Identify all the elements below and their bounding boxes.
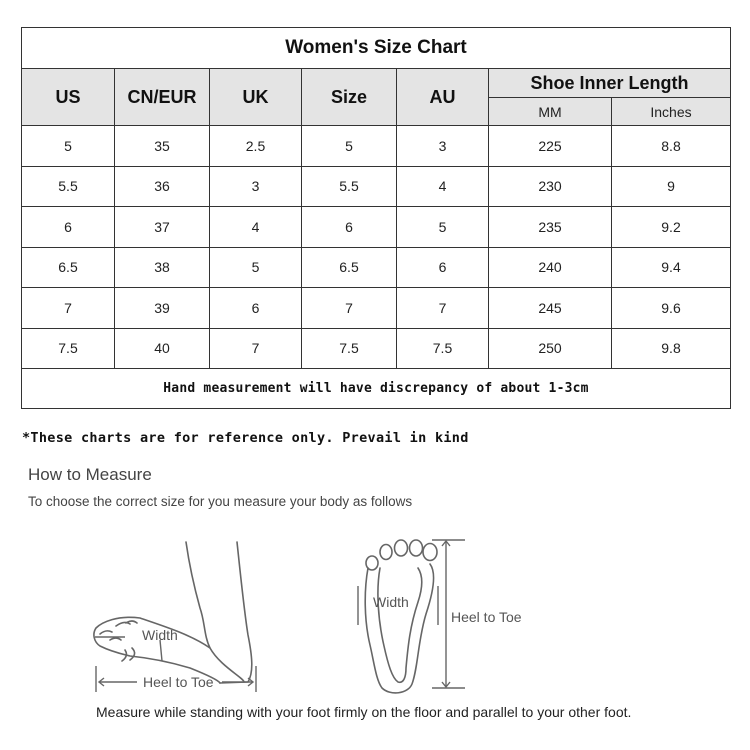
cell-uk: 4 (210, 207, 302, 248)
size-chart-table (21, 27, 731, 409)
header-shoe-inner-length: Shoe Inner Length (489, 69, 731, 98)
header-inches: Inches (612, 98, 731, 126)
cell-inches: 9.4 (612, 247, 731, 288)
header-uk: UK (210, 69, 302, 126)
cell-size: 5.5 (302, 166, 397, 207)
header-au: AU (397, 69, 489, 126)
cell-inches: 8.8 (612, 126, 731, 167)
cell-us: 5.5 (22, 166, 115, 207)
cell-uk: 7 (210, 328, 302, 369)
cell-size: 6.5 (302, 247, 397, 288)
cell-cn-eur: 39 (115, 288, 210, 329)
sole-foot-icon (365, 540, 437, 693)
cell-cn-eur: 36 (115, 166, 210, 207)
cell-size: 6 (302, 207, 397, 248)
table-row (22, 247, 731, 288)
cell-size: 7 (302, 288, 397, 329)
cell-uk: 5 (210, 247, 302, 288)
cell-cn-eur: 38 (115, 247, 210, 288)
foot-measure-illustration (0, 530, 750, 702)
cell-inches: 9.2 (612, 207, 731, 248)
side-length-label: Heel to Toe (143, 674, 214, 690)
cell-mm: 240 (489, 247, 612, 288)
cell-inches: 9.8 (612, 328, 731, 369)
measure-instruction: Measure while standing with your foot firmly on the floor and parallel to your other foot. (96, 704, 632, 720)
cell-uk: 3 (210, 166, 302, 207)
cell-uk: 2.5 (210, 126, 302, 167)
table-row (22, 207, 731, 248)
header-us: US (22, 69, 115, 126)
cell-size: 7.5 (302, 328, 397, 369)
cell-mm: 225 (489, 126, 612, 167)
cell-us: 5 (22, 126, 115, 167)
header-cn-eur: CN/EUR (115, 69, 210, 126)
measurement-note: Hand measurement will have discrepancy of about 1-3cm (22, 369, 731, 409)
reference-disclaimer: *These charts are for reference only. Prevail in kind (22, 430, 469, 446)
chart-title: Women's Size Chart (22, 28, 731, 69)
side-foot-icon (94, 542, 252, 683)
cell-au: 7.5 (397, 328, 489, 369)
cell-uk: 6 (210, 288, 302, 329)
cell-au: 5 (397, 207, 489, 248)
cell-cn-eur: 40 (115, 328, 210, 369)
cell-mm: 230 (489, 166, 612, 207)
cell-us: 6.5 (22, 247, 115, 288)
table-row (22, 288, 731, 329)
cell-au: 6 (397, 247, 489, 288)
cell-mm: 235 (489, 207, 612, 248)
cell-au: 7 (397, 288, 489, 329)
cell-cn-eur: 35 (115, 126, 210, 167)
sole-length-label: Heel to Toe (451, 609, 522, 625)
cell-inches: 9 (612, 166, 731, 207)
header-size: Size (302, 69, 397, 126)
header-mm: MM (489, 98, 612, 126)
cell-us: 7.5 (22, 328, 115, 369)
cell-inches: 9.6 (612, 288, 731, 329)
cell-mm: 250 (489, 328, 612, 369)
sole-width-label: Width (373, 594, 409, 610)
cell-us: 6 (22, 207, 115, 248)
table-row (22, 126, 731, 167)
how-to-measure-subtitle: To choose the correct size for you measure your body as follows (28, 494, 413, 509)
cell-cn-eur: 37 (115, 207, 210, 248)
side-width-label: Width (142, 627, 178, 643)
table-row (22, 328, 731, 369)
cell-au: 4 (397, 166, 489, 207)
cell-us: 7 (22, 288, 115, 329)
cell-size: 5 (302, 126, 397, 167)
cell-mm: 245 (489, 288, 612, 329)
cell-au: 3 (397, 126, 489, 167)
table-row (22, 166, 731, 207)
how-to-measure-title: How to Measure (28, 465, 152, 484)
